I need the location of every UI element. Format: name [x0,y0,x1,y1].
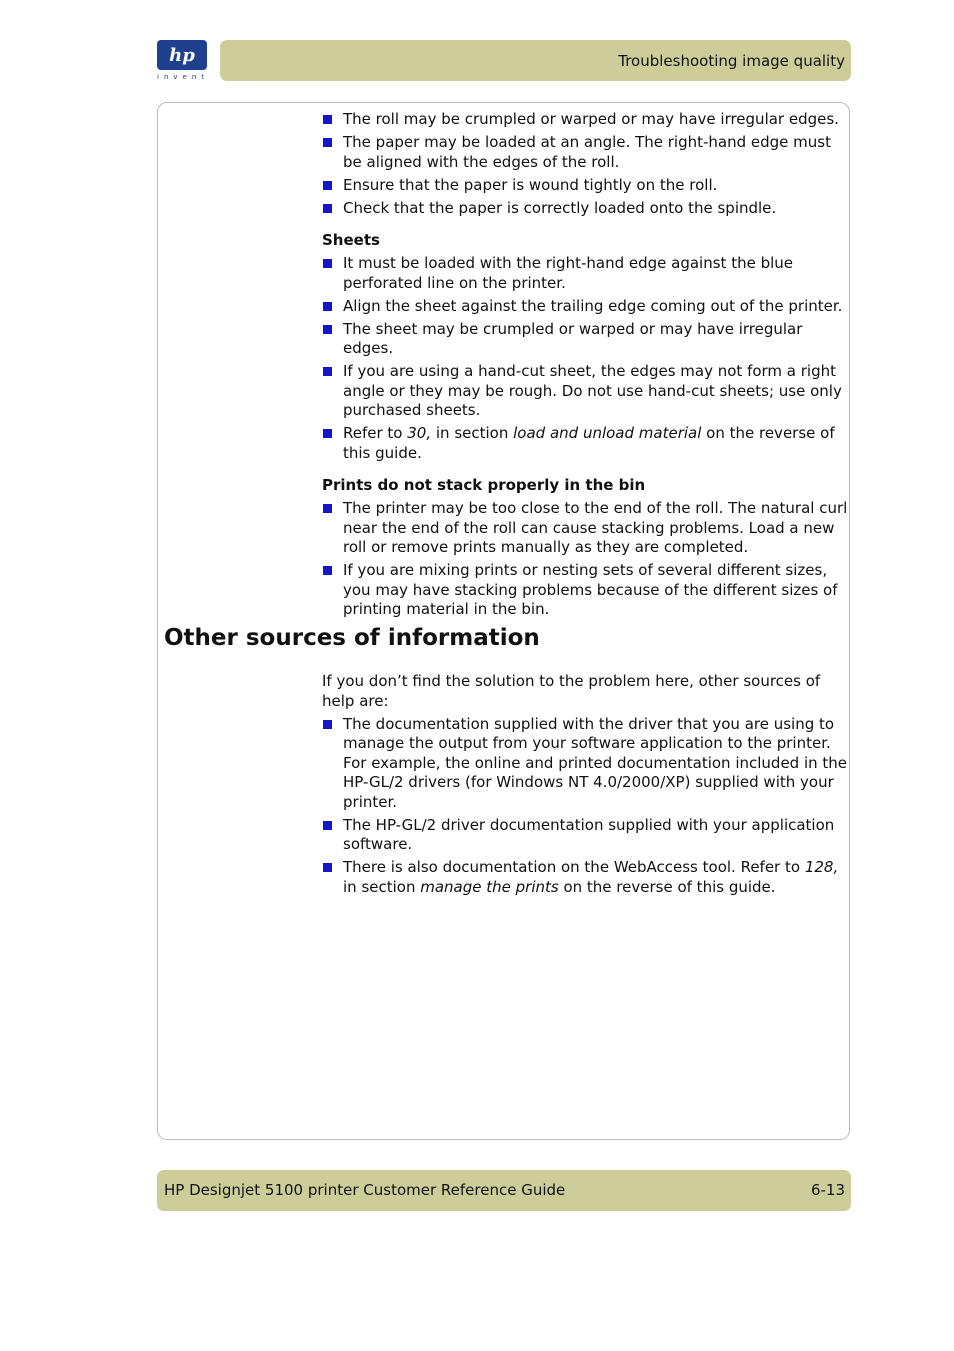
list-item: The printer may be too close to the end of the roll. The natural curl near the end of the roll can cause stacking problems. Load a new roll or remove prints manually as they are completed. [322,499,850,558]
page-number: 6-13 [810,1181,845,1199]
section-reference: manage the prints [420,877,559,896]
section-heading: Other sources of information [164,625,540,651]
hp-logo-badge: hp [157,40,207,70]
intro-paragraph: If you don’t find the solution to the problem here, other sources of help are: [322,672,821,710]
stacking-heading: Prints do not stack properly in the bin [322,475,646,494]
list-item: The sheet may be crumpled or warped or may have irregular edges. [322,320,850,359]
page-reference: 128, [804,858,839,876]
list-item: If you are mixing prints or nesting sets of several different sizes, you may have stacking problems because of the different sizes of printing material in the bin. [322,561,850,620]
list-item: It must be loaded with the right-hand edge against the blue perforated line on the printer. [322,254,850,293]
section-reference: load and unload material [513,424,702,442]
example-text: For example, the online and printed documentation included in the HP-GL/2 drivers (for Windows NT 4.0/2000/XP) supplied with your printer. [343,753,848,811]
list-item: Check that the paper is correctly loaded onto the spindle. [322,199,850,219]
list-item: The documentation supplied with the driver that you are using to manage the output from your software application to the printer. For example, the online and printed documentation included in the HP-GL/2 drivers (for Windows NT 4.0/2000/XP) supplied with your printer. [322,715,850,813]
list-item: The roll may be crumpled or warped or may have irregular edges. [322,110,850,130]
list-item-webaccess: There is also documentation on the WebAccess tool. Refer to 128, in section manage the prints on the reverse of this guide. [322,858,850,897]
list-item-refer: Refer to 30, in section load and unload material on the reverse of this guide. [322,424,850,463]
list-item: The HP-GL/2 driver documentation supplied with your application software. [322,816,850,855]
sheets-heading: Sheets [322,230,380,249]
footer-bar [157,1170,851,1211]
list-item: The paper may be loaded at an angle. The right-hand edge must be aligned with the edges of the roll. [322,133,850,172]
list-item: Ensure that the paper is wound tightly on the roll. [322,176,850,196]
page-reference: 30, [407,424,432,442]
other-sources-column [322,672,850,901]
guide-title: HP Designjet 5100 printer Customer Reference Guide [164,1181,566,1199]
header-bar [220,40,851,81]
list-item: Align the sheet against the trailing edge coming out of the printer. [322,297,850,317]
hp-logo [157,40,209,84]
chapter-title: Troubleshooting image quality [618,52,845,70]
list-item: If you are using a hand-cut sheet, the edges may not form a right angle or they may be rough. Do not use hand-cut sheets; use only purchased sheets. [322,362,850,421]
troubleshooting-column [322,110,850,623]
hp-logo-tagline: invent [157,73,210,81]
